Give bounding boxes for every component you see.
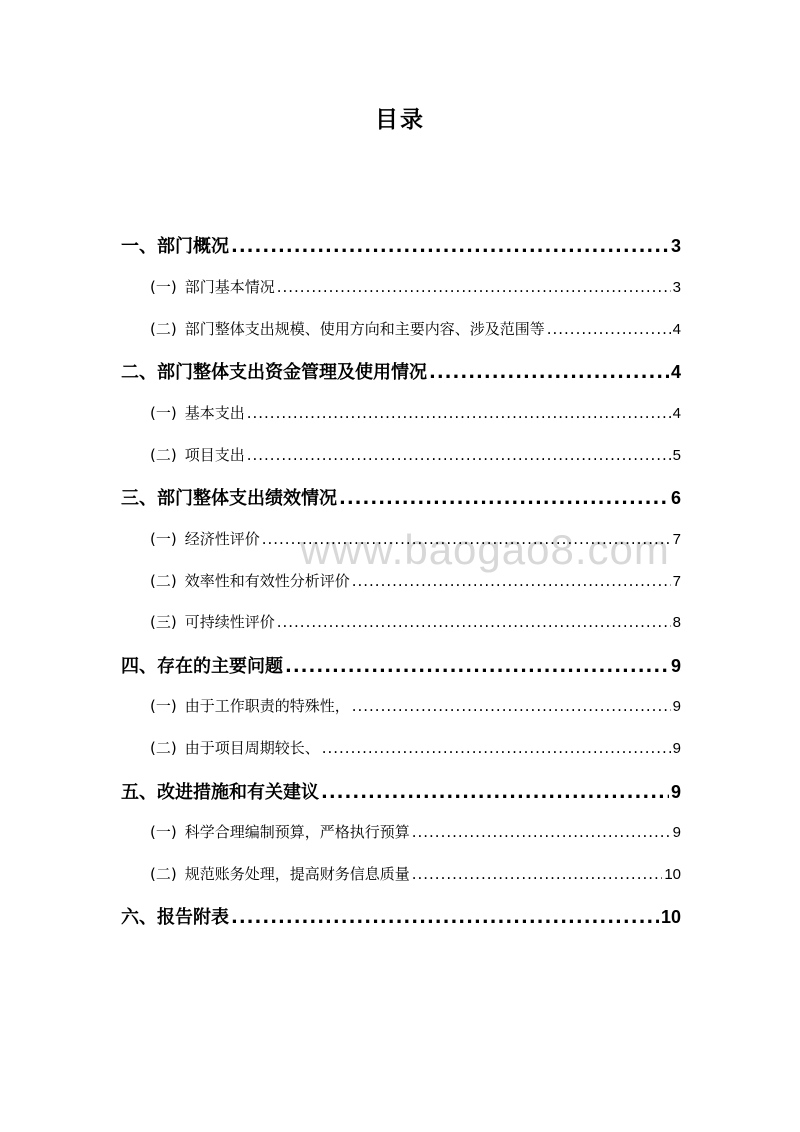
toc-entry-page: 9	[672, 698, 681, 715]
toc-entry-5-2[interactable]	[150, 863, 681, 884]
toc-entry-page: 9	[670, 656, 681, 676]
toc-entry-1-1[interactable]	[150, 276, 681, 297]
toc-leader-dots	[429, 362, 669, 383]
toc-entry-label: 四、存在的主要问题	[121, 656, 283, 677]
toc-entry-4-1[interactable]	[150, 695, 681, 716]
toc-entry-number: (一)	[150, 530, 177, 548]
toc-entry-number: (三)	[150, 613, 177, 631]
toc-entry-3-3[interactable]	[150, 611, 681, 632]
toc-entry-label: 三、部门整体支出绩效情况	[121, 488, 337, 509]
toc-entry-1-2[interactable]	[150, 318, 681, 339]
toc-leader-dots	[262, 530, 671, 548]
toc-entry-label: 经济性评价	[184, 530, 260, 548]
toc-entry-label: 部门基本情况	[184, 278, 275, 296]
toc-entry-number: (一)	[150, 823, 177, 841]
toc-entry-page: 8	[672, 614, 681, 631]
toc-leader-dots	[412, 865, 663, 883]
toc-leader-dots	[321, 782, 669, 803]
toc-entry-number: (二)	[150, 865, 177, 883]
toc-entry-page: 7	[672, 531, 681, 548]
toc-entry-label: 五、改进措施和有关建议	[121, 782, 319, 803]
toc-entry-number: (一)	[150, 697, 177, 715]
toc-entry-1[interactable]	[121, 232, 681, 258]
toc-entry-label: 由于工作职责的特殊性，	[184, 697, 350, 715]
toc-entry-4[interactable]	[121, 652, 681, 678]
toc-entry-label: 部门整体支出规模、使用方向和主要内容、涉及范围等	[184, 320, 545, 338]
toc-entry-5-1[interactable]	[150, 821, 681, 842]
toc-entry-5[interactable]	[121, 778, 681, 804]
toc-entry-number: (二)	[150, 739, 177, 757]
toc-entry-number: (一)	[150, 278, 177, 296]
toc-leader-dots	[247, 404, 671, 422]
toc-entry-2-1[interactable]	[150, 402, 681, 423]
toc-entry-page: 5	[672, 447, 681, 464]
toc-entry-4-2[interactable]	[150, 737, 681, 758]
toc-entry-label: 基本支出	[184, 404, 245, 422]
toc-entry-page: 6	[670, 488, 681, 508]
watermark: www.baogao8.com	[300, 526, 670, 573]
toc-entry-page: 9	[672, 740, 681, 757]
toc-leader-dots	[247, 446, 671, 464]
toc-entry-page: 10	[664, 866, 681, 883]
toc-entry-label: 可持续性评价	[184, 613, 275, 631]
toc-entry-2-2[interactable]	[150, 444, 681, 465]
toc-entry-page: 3	[670, 236, 681, 256]
toc-entry-page: 9	[672, 824, 681, 841]
toc-leader-dots	[352, 697, 671, 715]
toc-leader-dots	[412, 823, 671, 841]
toc-leader-dots	[352, 572, 671, 590]
toc-entry-page: 7	[672, 573, 681, 590]
page-title: 目录	[375, 107, 425, 133]
toc-entry-number: (一)	[150, 404, 177, 422]
toc-leader-dots	[322, 739, 671, 757]
toc-entry-page: 10	[660, 907, 681, 927]
toc-entry-3[interactable]	[121, 484, 681, 510]
toc-entry-number: (二)	[150, 572, 177, 590]
toc-entry-page: 4	[672, 321, 681, 338]
toc-entry-2[interactable]	[121, 358, 681, 384]
toc-entry-label: 六、报告附表	[121, 907, 229, 928]
toc-entry-6[interactable]	[121, 903, 681, 929]
toc-entry-page: 4	[672, 405, 681, 422]
toc-leader-dots	[231, 907, 659, 928]
toc-entry-label: 项目支出	[184, 446, 245, 464]
toc-entry-label: 科学合理编制预算，严格执行预算	[184, 823, 410, 841]
toc-leader-dots	[547, 320, 671, 338]
toc-entry-label: 一、部门概况	[121, 236, 229, 257]
toc-entry-label: 二、部门整体支出资金管理及使用情况	[121, 362, 427, 383]
toc-entry-3-1[interactable]	[150, 528, 681, 549]
toc-entry-page: 3	[672, 279, 681, 296]
toc-entry-label: 规范账务处理，提高财务信息质量	[184, 865, 410, 883]
toc-entry-page: 4	[670, 362, 681, 382]
toc-entry-number: (二)	[150, 320, 177, 338]
toc-leader-dots	[231, 236, 669, 257]
toc-leader-dots	[277, 278, 671, 296]
toc-entry-number: (二)	[150, 446, 177, 464]
toc-leader-dots	[285, 656, 669, 677]
toc-entry-label: 由于项目周期较长、	[184, 739, 320, 757]
toc-entry-page: 9	[670, 782, 681, 802]
toc-entry-3-2[interactable]	[150, 570, 681, 591]
toc-leader-dots	[277, 613, 671, 631]
toc-entry-label: 效率性和有效性分析评价	[184, 572, 350, 590]
toc-leader-dots	[339, 488, 669, 509]
